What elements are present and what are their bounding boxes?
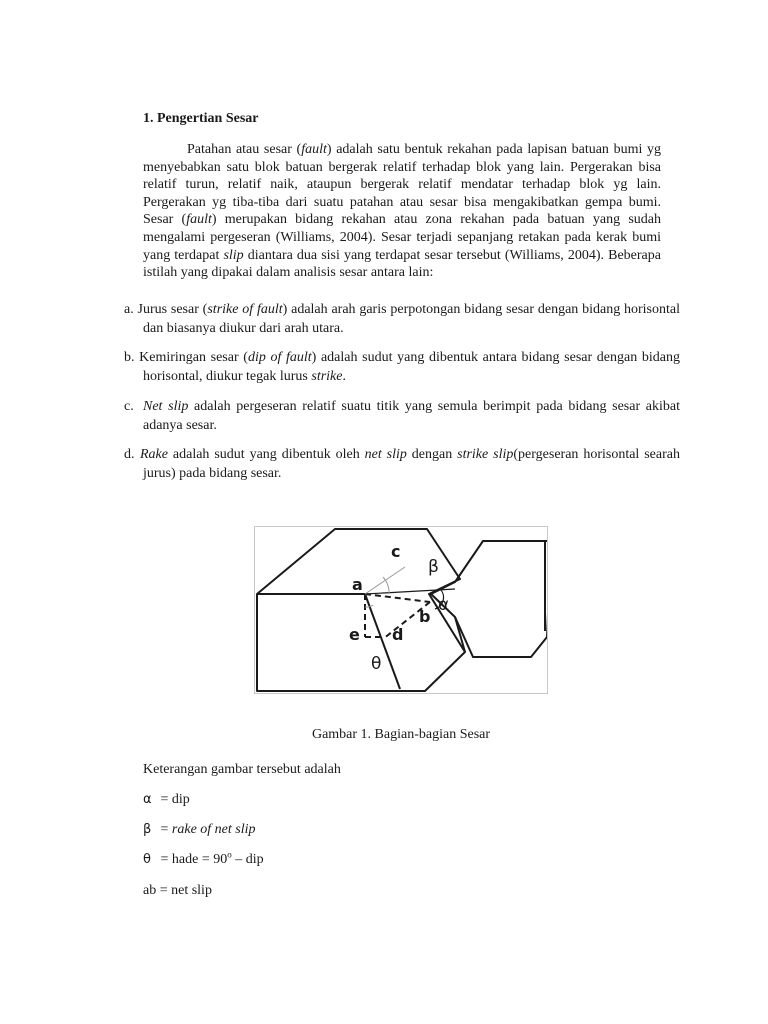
legend-text: = net slip: [156, 883, 212, 898]
term-d-em3: strike slip: [457, 447, 514, 462]
legend-row-beta: [143, 822, 256, 838]
term-c-label: c.: [124, 399, 134, 414]
label-theta: θ: [371, 654, 382, 674]
legend-intro: Keterangan gambar tersebut adalah: [143, 762, 341, 777]
intro-term-slip: slip: [223, 247, 244, 263]
legend-text: = hade = 90: [157, 852, 228, 867]
term-c-text: adalah pergeseran relatif suatu titik yang semula berimpit pada bidang sesar akibat adanya sesar.: [143, 399, 681, 433]
term-b-label: b. Kemiringan sesar (: [124, 350, 248, 365]
term-b-em: dip of fault: [247, 350, 312, 365]
term-a-label: a. Jurus sesar (: [124, 302, 208, 317]
legend-text-after: – dip: [231, 852, 264, 867]
term-a-text: ) adalah arah garis perpotongan bidang sesar dengan bidang horisontal dan biasanya diukur dari arah utara.: [143, 302, 681, 336]
term-a-em: strike of fault: [207, 302, 283, 317]
term-item-c: [124, 398, 680, 435]
legend-symbol: ab: [143, 883, 157, 898]
legend-row-alpha: [143, 792, 190, 808]
term-d-label: d.: [124, 447, 135, 462]
legend-superscript: o: [227, 849, 232, 860]
legend-em: rake of net slip: [171, 822, 256, 837]
term-b-em2: strike: [311, 368, 343, 384]
left-block-outline: [257, 529, 465, 691]
label-a: a: [352, 575, 363, 594]
intro-term-fault: fault: [301, 142, 327, 157]
intro-text-1: Patahan atau sesar (: [187, 142, 302, 157]
term-b-text: ) adalah sudut yang dibentuk antara bidang sesar dengan bidang horisontal, diukur tegak lurus: [143, 350, 680, 384]
label-d: d: [392, 625, 404, 644]
term-b-end: .: [342, 368, 346, 384]
legend-symbol: α: [143, 792, 152, 807]
legend-symbol: θ: [143, 852, 151, 867]
intro-text-2: ) adalah satu bentuk rekahan pada lapisan batuan bumi yg menyebabkan satu blok batuan bergerak relatif terhadap blok yang lain. Pergerakan bisa relatif turun, relatif naik, ataupun bergerak relatif mendatar terhadap blok yg lain. Pergerakan yg tiba-tiba dari suatu patahan atau sesar bisa mengakibatkan gempa bumi. Sesar (: [143, 142, 661, 228]
term-item-b: [124, 349, 680, 386]
label-b: b: [419, 607, 431, 626]
term-d-em2: net slip: [364, 447, 407, 462]
term-item-d: [124, 446, 680, 483]
term-c-em: Net slip: [143, 399, 189, 414]
term-item-a: [124, 301, 680, 338]
intro-text-4: diantara dua sisi yang terdapat sesar tersebut (Williams, 2004). Beberapa istilah yang dipakai dalam analisis sesar antara lain:: [143, 247, 661, 281]
term-d-text-1: adalah sudut yang dibentuk oleh: [167, 447, 365, 462]
rake-ref-line: [365, 567, 405, 594]
legend-text: =: [157, 822, 172, 837]
legend-row-ab: [143, 883, 212, 899]
term-d-text-2: dengan: [406, 447, 458, 462]
intro-paragraph: [143, 141, 661, 282]
legend-text: = dip: [157, 792, 190, 807]
term-d-text-3: (pergeseran horisontal searah jurus) pada bidang sesar.: [143, 447, 680, 481]
label-beta: β: [428, 557, 439, 577]
label-alpha: α: [438, 595, 450, 615]
intro-term-fault-2: fault: [186, 212, 212, 228]
section-title: 1. Pengertian Sesar: [143, 111, 259, 126]
net-slip-line: [365, 594, 430, 602]
label-c: c: [391, 542, 401, 561]
label-e: e: [349, 625, 360, 644]
fault-diagram-svg: [255, 527, 547, 693]
term-d-em: Rake: [140, 447, 168, 462]
intro-text-3: ) merupakan bidang rekahan atau zona rekahan pada batuan yang sudah mengalami pergeseran (Williams, 2004). Sesar terjadi sepanjang retakan pada kerak bumi yang terdapat: [143, 212, 661, 263]
legend-symbol: β: [143, 822, 152, 837]
figure-caption: Gambar 1. Bagian-bagian Sesar: [311, 727, 491, 742]
fault-diagram: [254, 526, 548, 694]
legend-row-theta: [143, 849, 264, 868]
